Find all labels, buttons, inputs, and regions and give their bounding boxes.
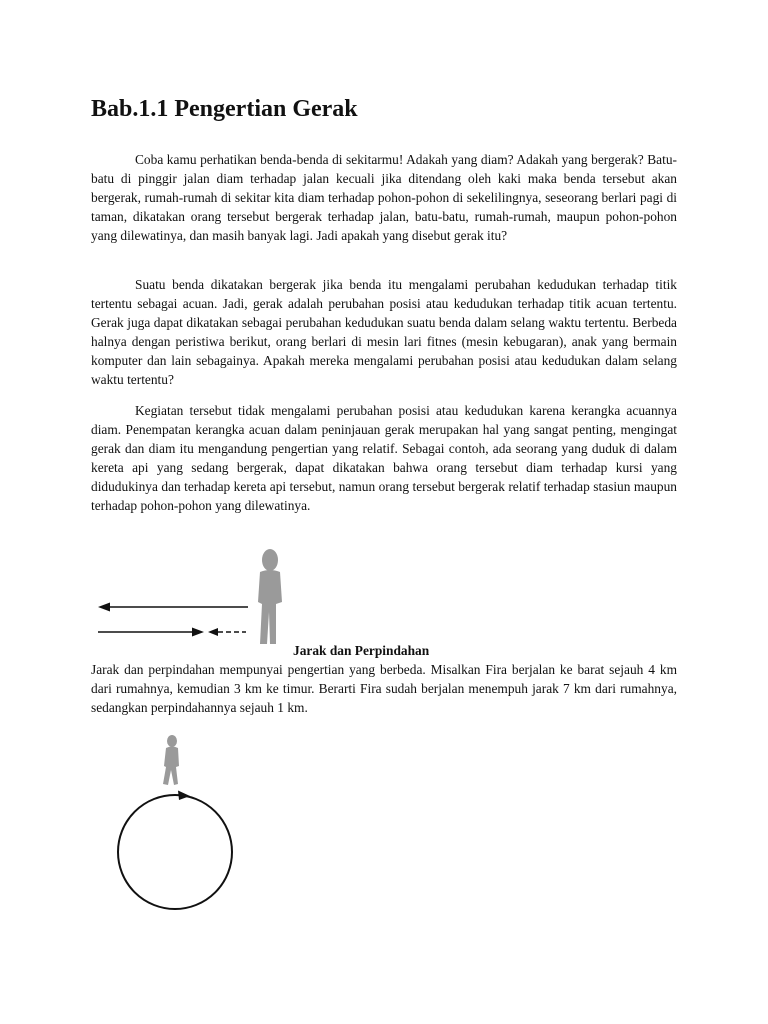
person-standing-icon	[258, 549, 282, 644]
walking-person-icon	[163, 735, 179, 785]
section-heading: Jarak dan Perpindahan	[293, 643, 430, 658]
arrow-east-icon	[98, 628, 204, 637]
circular-path-icon	[118, 791, 232, 910]
walking-displacement-illustration	[90, 540, 290, 650]
chapter-title: Bab.1.1 Pengertian Gerak	[91, 96, 358, 122]
circular-path-illustration	[108, 730, 248, 930]
arrow-west-icon	[98, 603, 248, 612]
paragraph-definition: Suatu benda dikatakan bergerak jika benda itu mengalami perubahan kedudukan terhadap titik tertentu sebagai acuan. Jadi, gerak adalah perubahan posisi atau kedudukan terhadap titik acuan tertentu. Gerak juga dapat dikatakan sebagai perubahan kedudukan suatu benda dalam selang waktu tertentu. Berbeda halnya dengan peristiwa berikut, orang berlari di mesin lari fitnes (mesin kebugaran), anak yang bermain komputer dan lain sebagainya. Apakah mereka mengalami perubahan posisi atau kedudukan dalam selang waktu tertentu?	[91, 277, 677, 387]
dashed-arrow-icon	[208, 628, 246, 636]
paragraph-reference-frame: Kegiatan tersebut tidak mengalami perubahan posisi atau kedudukan karena kerangka acuannya diam. Penempatan kerangka acuan dalam peninjauan gerak merupakan hal yang sangat penting, mengingat gerak dan diam itu mengandung pengertian yang relatif. Sebagai contoh, ada seorang yang duduk di dalam kereta api yang sedang bergerak, dapat dikatakan bahwa orang tersebut diam terhadap kursi yang didudukinya dan terhadap kereta api tersebut, namun orang tersebut bergerak relatif terhadap stasiun maupun terhadap pohon-pohon yang dilewatinya.	[91, 403, 677, 513]
paragraph-distance-displacement: Jarak dan perpindahan mempunyai pengertian yang berbeda. Misalkan Fira berjalan ke barat sejauh 4 km dari rumahnya, kemudian 3 km ke timur. Berarti Fira sudah berjalan menempuh jarak 7 km dari rumahnya, sedangkan perpindahannya sejauh 1 km.	[91, 662, 677, 715]
paragraph-intro: Coba kamu perhatikan benda-benda di sekitarmu! Adakah yang diam? Adakah yang bergerak? Batu-batu di pinggir jalan diam terhadap jalan kecuali jika ditendang oleh kaki maka benda tersebut akan bergerak, rumah-rumah di sekitar kita diam terhadap pohon-pohon di sekelilingnya, seseorang berlari pagi di taman, dikatakan orang tersebut bergerak terhadap jalan, batu-batu, rumah-rumah, maupun pohon-pohon yang dilewatinya, dan masih banyak lagi. Jadi apakah yang disebut gerak itu?	[91, 152, 677, 243]
